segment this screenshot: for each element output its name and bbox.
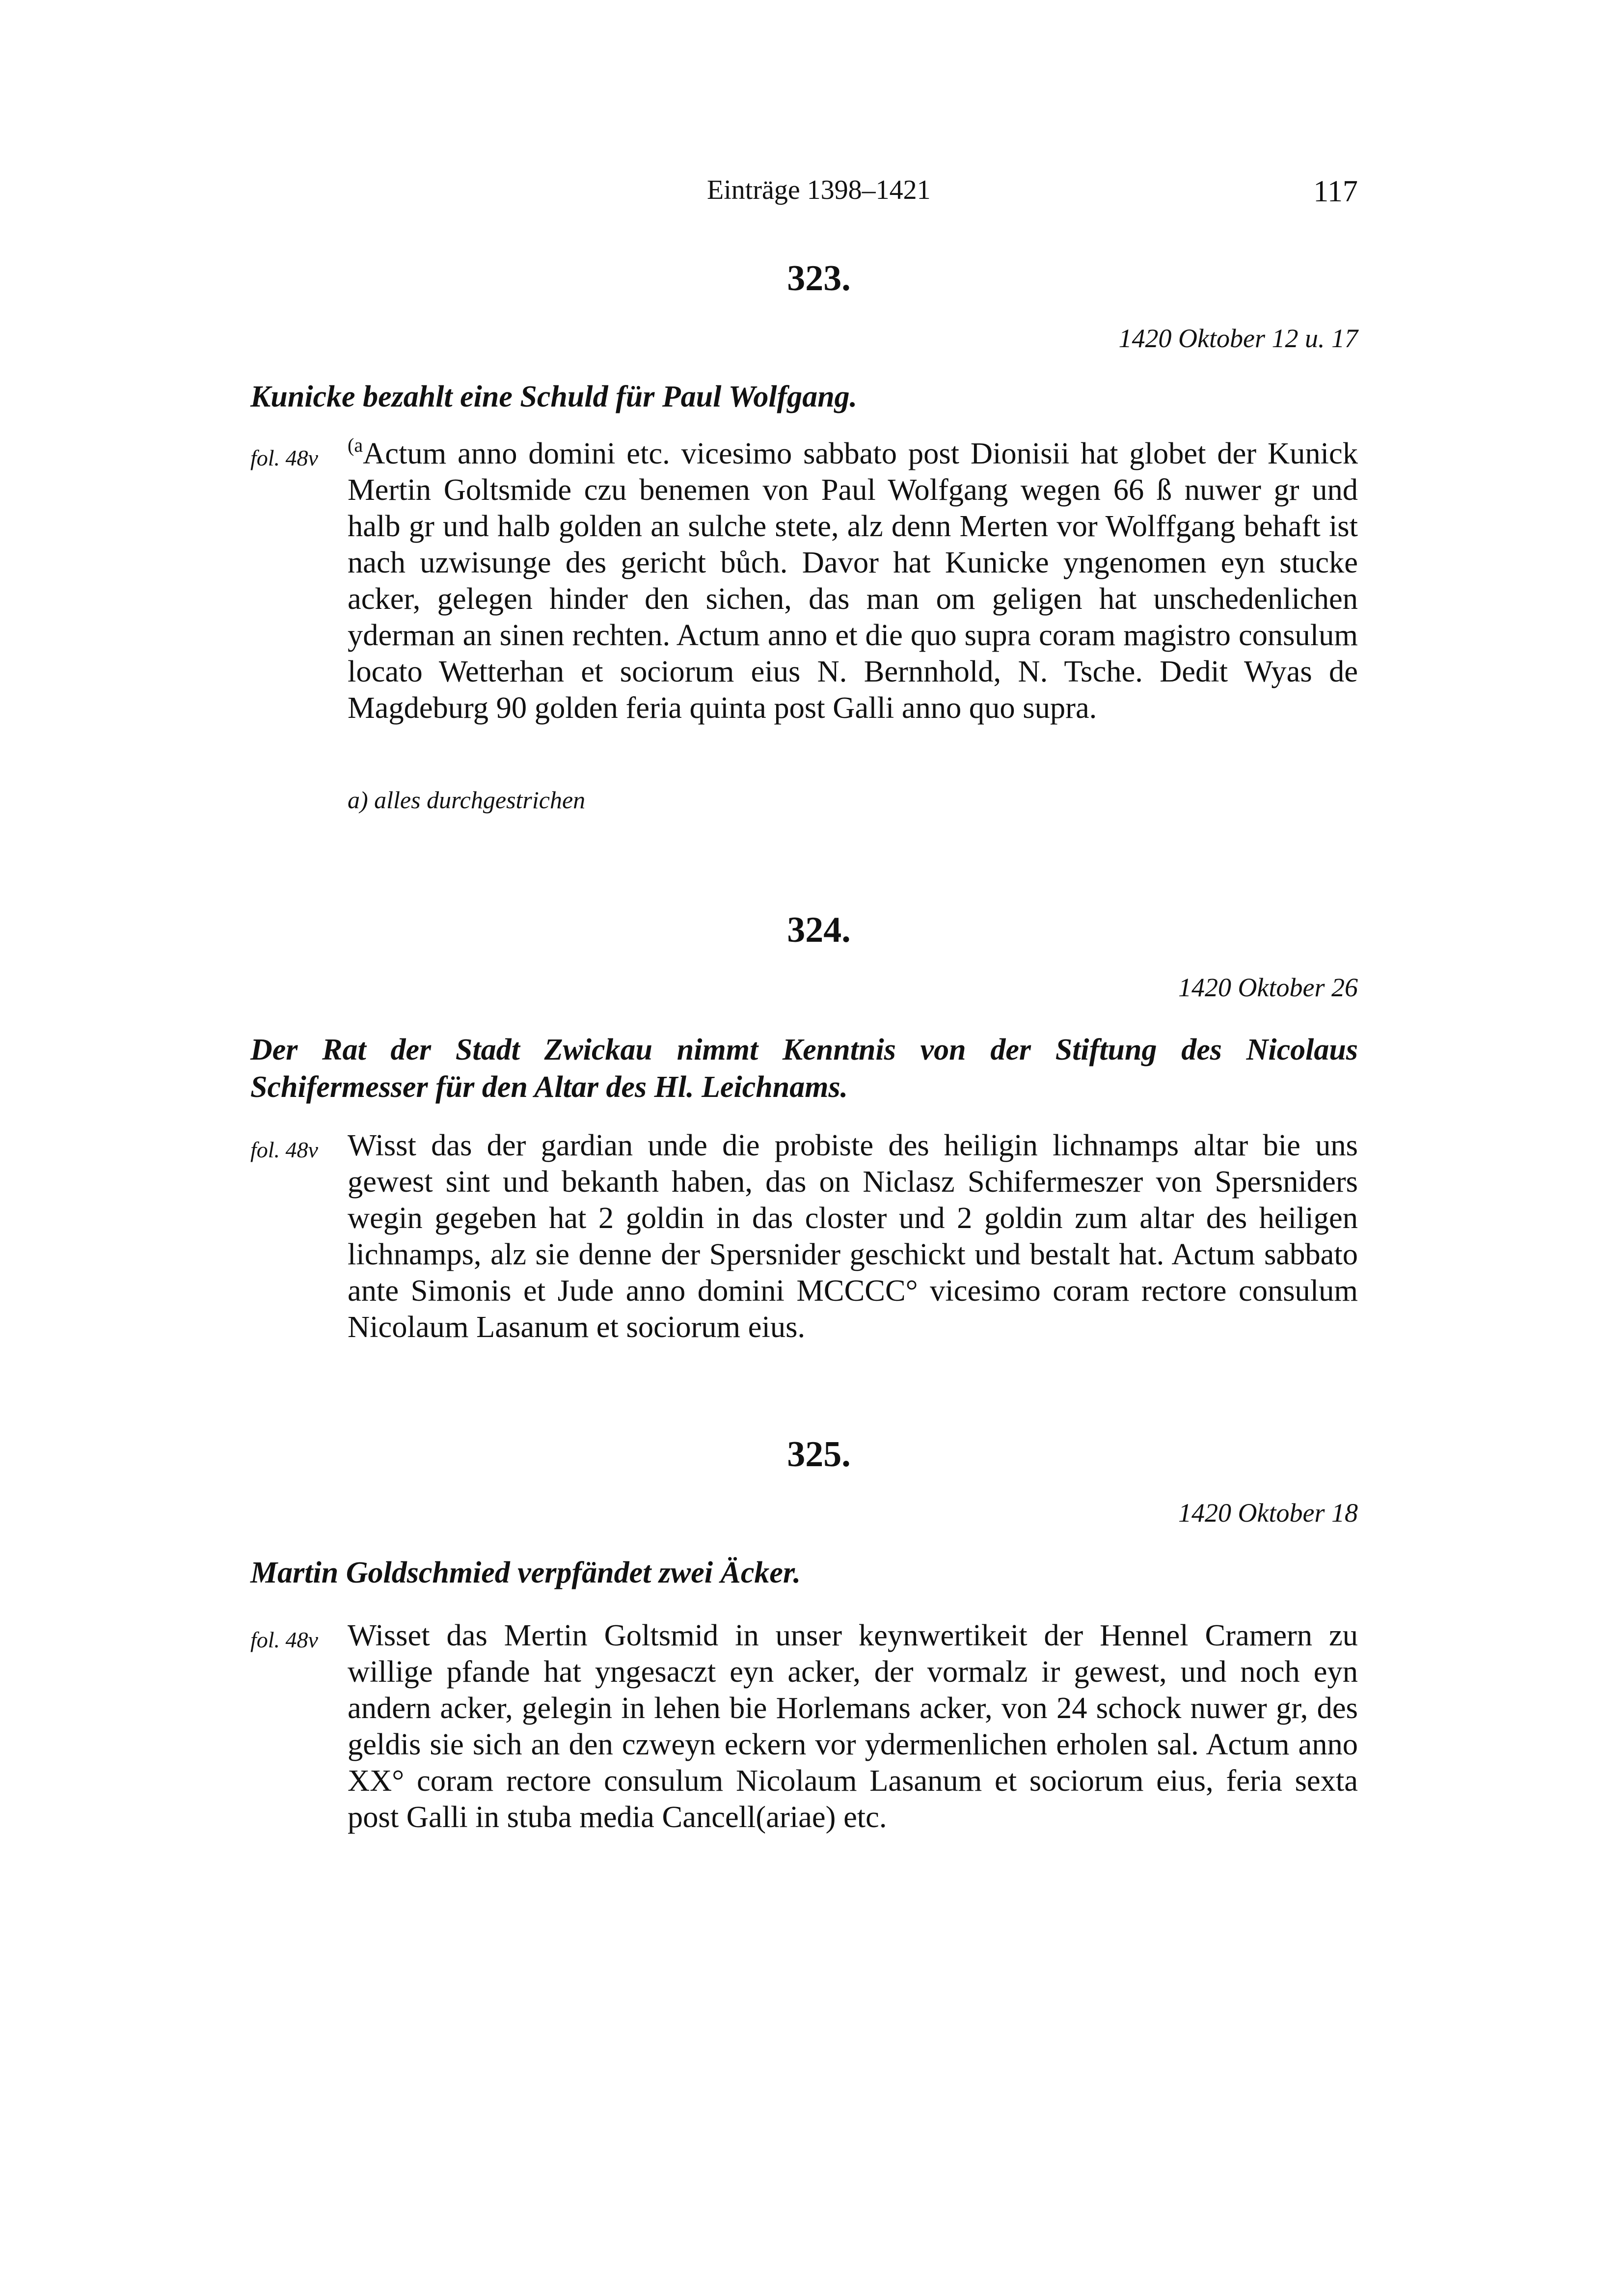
entry-title: Martin Goldschmied verpfändet zwei Äcker.	[250, 1556, 801, 1589]
folio-reference: fol. 48v	[250, 445, 318, 470]
folio-reference: fol. 48v	[250, 1627, 318, 1652]
entry-number: 324.	[787, 910, 851, 950]
footnote: a) alles durchgestrichen	[348, 786, 586, 814]
entry-title: Der Rat der Stadt Zwickau nimmt Kenntnis von der Stiftung des Nicolaus Schifermesser für den Altar des Hl. Leichnams.	[250, 1033, 1358, 1104]
entry-text-content: Actum anno domini etc. vicesimo sabbato post Dionisii hat globet der Kunick Mertin Goltsmide czu benemen von Paul Wolfgang wegen 66 ß nuwer gr und halb gr und halb golden an sulche stete, alz denn Merten vor Wolffgang behaft ist nach uzwisunge des gericht bůch. Davor hat Kunicke yngenomen eyn stucke acker, gelegen hinder den sichen, das man om geligen hat unschedenlichen yderman an sinen rechten. Actum anno et die quo supra coram magistro consulum locato Wetterhan et sociorum eius N. Bernnhold, N. Tsche. Dedit Wyas de Magdeburg 90 golden feria quinta post Galli anno quo supra.	[348, 436, 1358, 725]
entry-text: Wisset das Mertin Goltsmid in unser keynwertikeit der Hennel Cramern zu willige pfande hat yngesaczt eyn acker, der vormalz ir gewest, und noch eyn andern acker, gelegin in lehen bie Horlemans acker, von 24 schock nuwer gr, des geldis sie sich an den czweyn eckern vor ydermenlichen erholen sal. Actum anno XX° coram rectore consulum Nicolaum Lasanum et sociorum eius, feria sexta post Galli in stuba media Cancell(ariae) etc.	[348, 1618, 1358, 1834]
footnote-marker: (a	[348, 434, 363, 456]
entry-date: 1420 Oktober 26	[1178, 973, 1358, 1002]
entry-date: 1420 Oktober 18	[1178, 1498, 1358, 1528]
entry-number: 325.	[787, 1434, 851, 1475]
running-head: Einträge 1398–1421	[707, 175, 931, 205]
page-number: 117	[1313, 175, 1358, 208]
entry-text: Wisst das der gardian unde die probiste des heiligin lichnamps altar bie uns gewest sint und bekanth haben, das on Niclasz Schifermeszer von Spersniders wegin gegeben hat 2 goldin in das closter und 2 goldin zum altar des heiligen lichnamps, alz sie denne der Spersnider geschickt und bestalt hat. Actum sabbato ante Simonis et Jude anno domini MCCCC° vicesimo coram rectore consulum Nicolaum Lasanum et sociorum eius.	[348, 1128, 1358, 1344]
entry-number: 323.	[787, 258, 851, 299]
entry-title: Kunicke bezahlt eine Schuld für Paul Wolfgang.	[250, 380, 858, 413]
entry-date: 1420 Oktober 12 u. 17	[1118, 324, 1358, 353]
folio-reference: fol. 48v	[250, 1137, 318, 1162]
entry-text	[348, 435, 1358, 726]
